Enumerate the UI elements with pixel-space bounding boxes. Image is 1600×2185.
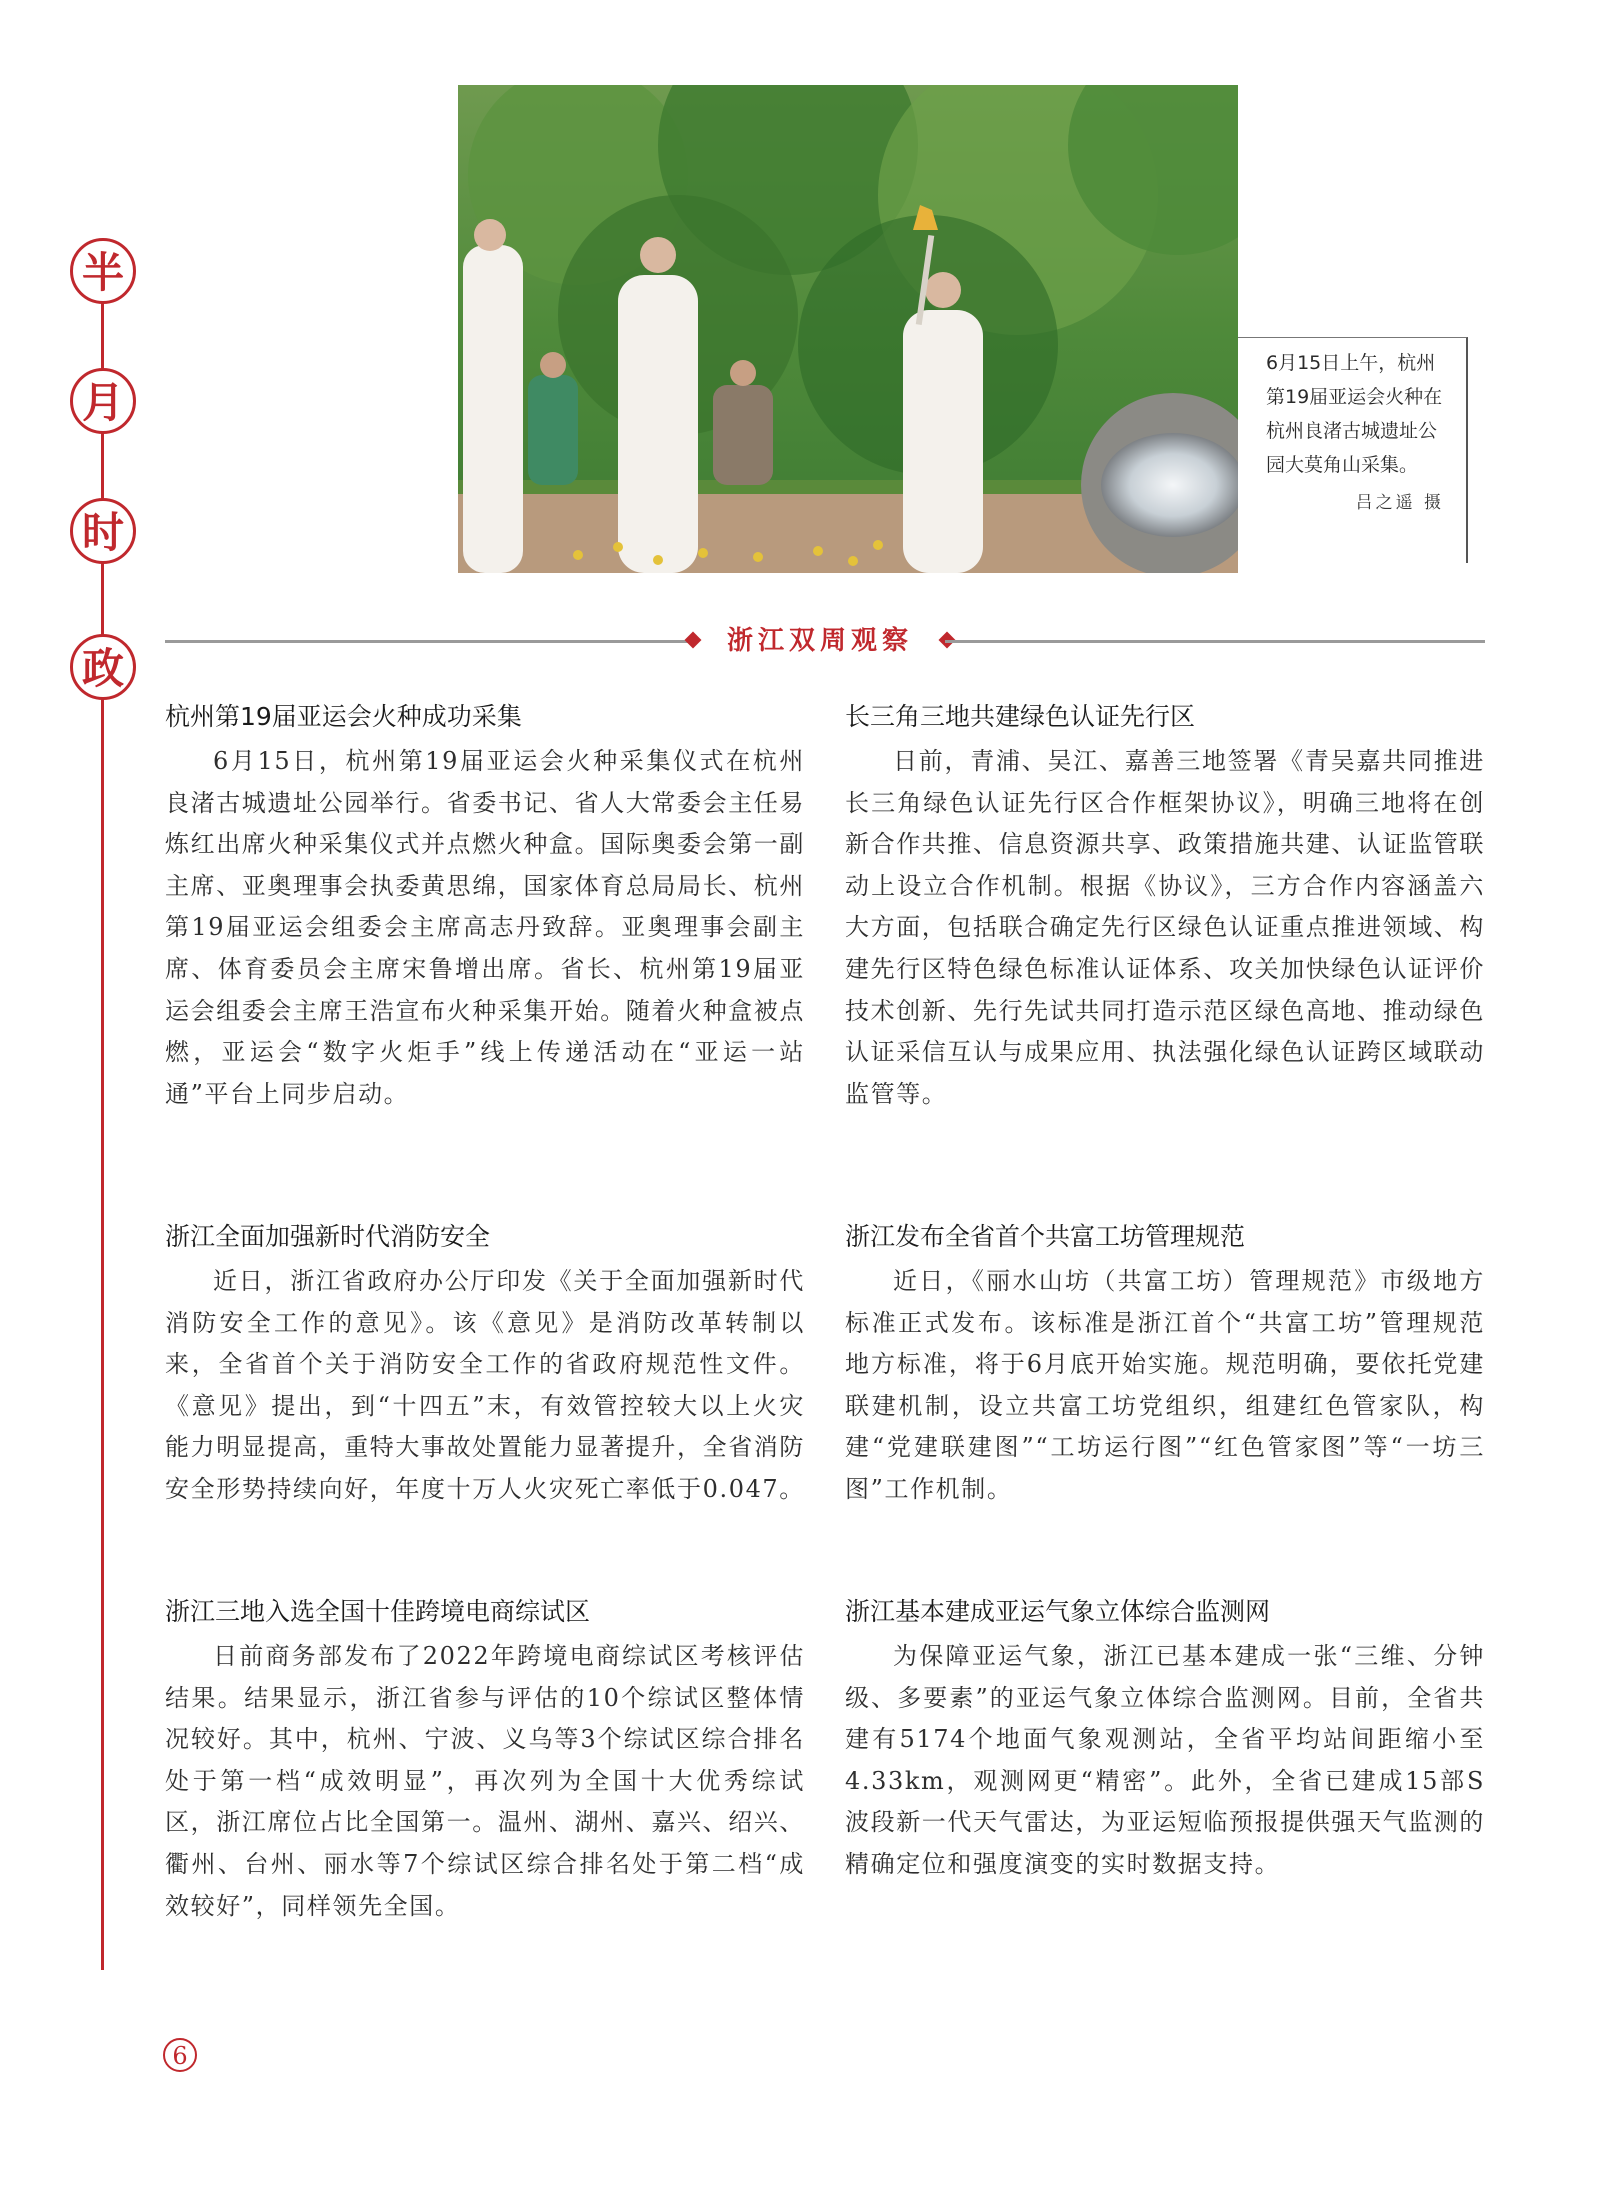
column-char-4: 政 — [70, 634, 136, 700]
article-title: 浙江全面加强新时代消防安全 — [165, 1222, 491, 1251]
article-title: 浙江三地入选全国十佳跨境电商综试区 — [165, 1597, 591, 1626]
page-number: 6 — [163, 2038, 197, 2072]
torch-ceremony-photo — [458, 85, 1238, 573]
column-char-2: 月 — [70, 368, 136, 434]
section-rule-right — [945, 640, 1485, 643]
section-title: 浙江双周观察 — [726, 626, 913, 656]
section-rule-left — [165, 640, 695, 643]
article-title: 浙江发布全省首个共富工坊管理规范 — [845, 1222, 1246, 1251]
article-title: 浙江基本建成亚运气象立体综合监测网 — [845, 1597, 1271, 1626]
column-char-3: 时 — [70, 498, 136, 564]
article-workshop — [845, 1217, 1485, 1511]
article-body: 近日，浙江省政府办公厅印发《关于全面加强新时代消防安全工作的意见》。该《意见》是消防改革转制以来，全省首个关于消防安全工作的省政府规范性文件。《意见》提出，到“十四五”末，有效管控较大以上火灾能力明显提高，重特大事故处置能力显著提升，全省消防安全形势持续向好，年度十万人火灾死亡率低于0.047。 — [165, 1267, 805, 1503]
photo-caption-box — [1238, 337, 1468, 563]
article-ecommerce — [165, 1592, 805, 1927]
section-diamond-left — [685, 632, 702, 649]
photo-credit: 吕之遥 摄 — [1355, 493, 1444, 513]
article-body: 日前商务部发布了2022年跨境电商综试区考核评估结果。结果显示，浙江省参与评估的10个综试区整体情况较好。其中，杭州、宁波、义乌等3个综试区综合排名处于第一档“成效明显”，再次列为全国十大优秀综试区，浙江席位占比全国第一。温州、湖州、嘉兴、绍兴、衢州、台州、丽水等7个综试区综合排名处于第二档“成效较好”，同样领先全国。 — [165, 1642, 805, 1920]
article-fire-safety — [165, 1217, 805, 1511]
article-body: 日前，青浦、吴江、嘉善三地签署《青吴嘉共同推进长三角绿色认证先行区合作框架协议》，明确三地将在创新合作共推、信息资源共享、政策措施共建、认证监管联动上设立合作机制。根据《协议》，三方合作内容涵盖六大方面，包括联合确定先行区绿色认证重点推进领域、构建先行区特色绿色标准认证体系、攻关加快绿色认证评价技术创新、先行先试共同打造示范区绿色高地、推动绿色认证采信互认与成果应用、执法强化绿色认证跨区域联动监管等。 — [845, 747, 1485, 1108]
article-title: 长三角三地共建绿色认证先行区 — [845, 702, 1196, 731]
article-body: 近日，《丽水山坊（共富工坊）管理规范》市级地方标准正式发布。该标准是浙江首个“共富工坊”管理规范地方标准，将于6月底开始实施。规范明确，要依托党建联建机制，设立共富工坊党组织，组建红色管家队，构建“党建联建图”“工坊运行图”“红色管家图”等“一坊三图”工作机制。 — [845, 1267, 1485, 1503]
article-green-cert — [845, 697, 1485, 1115]
article-title: 杭州第19届亚运会火种成功采集 — [165, 702, 522, 731]
article-body: 6月15日，杭州第19届亚运会火种采集仪式在杭州良渚古城遗址公园举行。省委书记、省人大常委会主任易炼红出席火种采集仪式并点燃火种盒。国际奥委会第一副主席、亚奥理事会执委黄思绵，国家体育总局局长、杭州第19届亚运会组委会主席高志丹致辞。亚奥理事会副主席、体育委员会主席宋鲁增出席。省长、杭州第19届亚运会组委会主席王浩宣布火种采集开始。随着火种盒被点燃，亚运会“数字火炬手”线上传递活动在“亚运一站通”平台上同步启动。 — [165, 747, 805, 1108]
column-char-1: 半 — [70, 238, 136, 304]
article-torch — [165, 697, 805, 1115]
article-weather — [845, 1592, 1485, 1886]
article-body: 为保障亚运气象，浙江已基本建成一张“三维、分钟级、多要素”的亚运气象立体综合监测网。目前，全省共建有5174个地面气象观测站，全省平均站间距缩小至4.33km，观测网更“精密”。此外，全省已建成15部S波段新一代天气雷达，为亚运短临预报提供强天气监测的精确定位和强度演变的实时数据支持。 — [845, 1642, 1485, 1878]
photo-caption: 6月15日上午，杭州第19届亚运会火种在杭州良渚古城遗址公园大莫角山采集。 — [1266, 352, 1443, 476]
